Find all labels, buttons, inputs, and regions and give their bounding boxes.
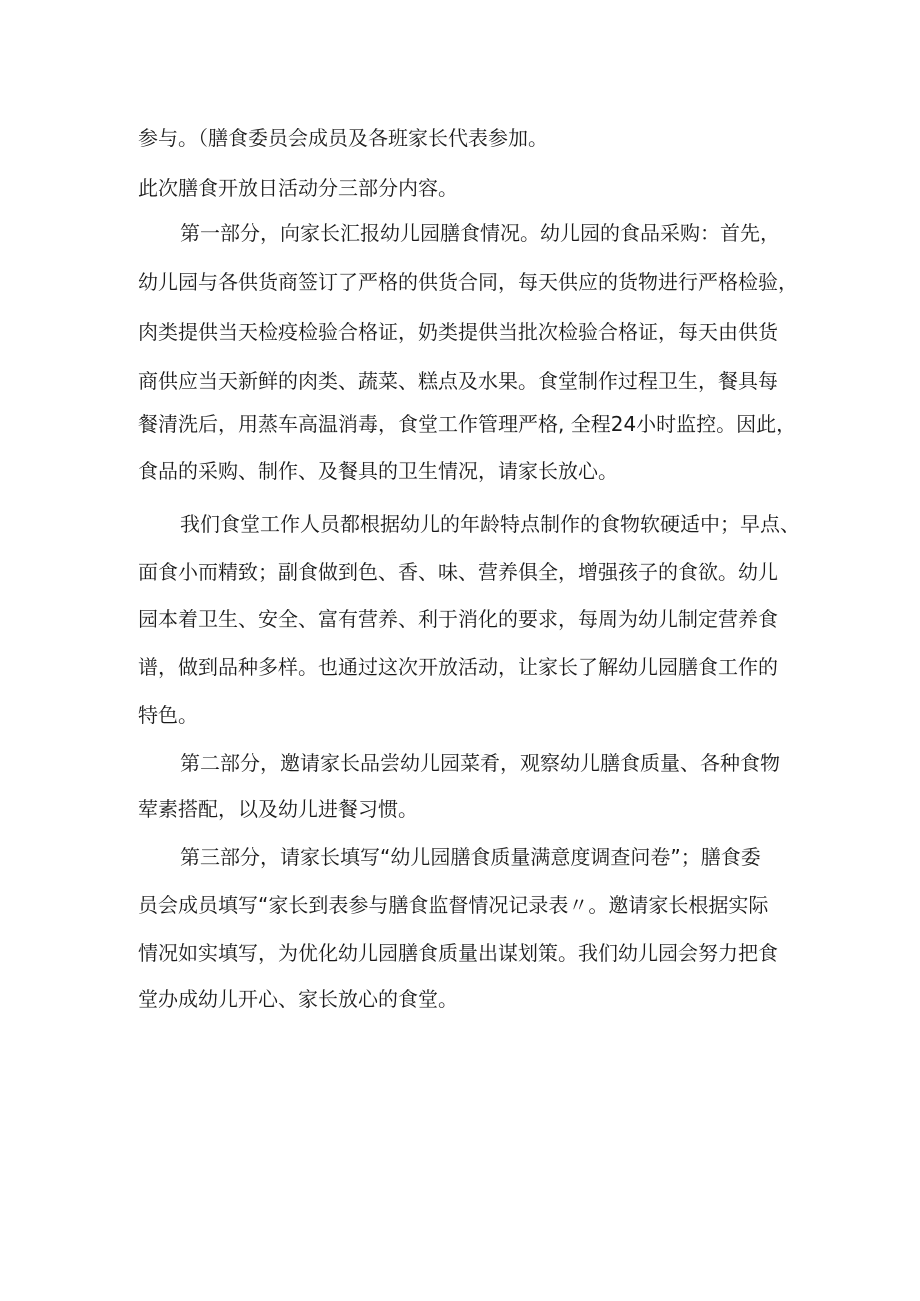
text-line: 餐清洗后，用蒸车高温消毒，食堂工作管理严格, 全程24小时监控。因此， <box>138 412 797 436</box>
text-line: 肉类提供当天检疫检验合格证，奶类提供当批次检验合格证，每天由供货 <box>138 320 778 344</box>
text-line: 参与。（膳食委员会成员及各班家长代表参加。 <box>138 126 548 150</box>
text-line: 堂办成幼儿开心、家长放心的食堂。 <box>138 987 458 1011</box>
text-line: 园本着卫生、安全、富有营养、利于消化的要求，每周为幼儿制定营养食 <box>138 607 778 631</box>
text-line: 食品的采购、制作、及餐具的卫生情况，请家长放心。 <box>138 459 618 483</box>
text-line: 特色。 <box>138 703 198 727</box>
text-line: 幼儿园与各供货商签订了严格的供货合同，每天供应的货物进行严格检验， <box>138 270 798 294</box>
text-line: 情况如实填写，为优化幼儿园膳食质量出谋划策。我们幼儿园会努力把食 <box>138 941 778 965</box>
paragraph-1-first-line: 第一部分，向家长汇报幼儿园膳食情况。幼儿园的食品采购：首先， <box>180 221 780 245</box>
paragraph-4-first-line: 第三部分，请家长填写“幼儿园膳食质量满意度调查问卷”；膳食委 <box>180 845 761 869</box>
text-line: 此次膳食开放日活动分三部分内容。 <box>138 176 458 200</box>
text-line: 荤素搭配，以及幼儿进餐习惯。 <box>138 797 418 821</box>
text-line: 员会成员填写“家长到表参与膳食监督情况记录表〃。邀请家长根据实际 <box>138 893 769 917</box>
paragraph-3-first-line: 第二部分，邀请家长品尝幼儿园菜肴，观察幼儿膳食质量、各种食物 <box>180 751 780 775</box>
text-line: 商供应当天新鲜的肉类、蔬菜、糕点及水果。食堂制作过程卫生，餐具每 <box>138 369 778 393</box>
text-line: 谱，做到品种多样。也通过这次开放活动，让家长了解幼儿园膳食工作的 <box>138 655 778 679</box>
paragraph-2-first-line: 我们食堂工作人员都根据幼儿的年龄特点制作的食物软硬适中；早点、 <box>180 512 800 536</box>
text-line: 面食小而精致；副食做到色、香、味、营养俱全，增强孩子的食欲。幼儿 <box>138 560 778 584</box>
